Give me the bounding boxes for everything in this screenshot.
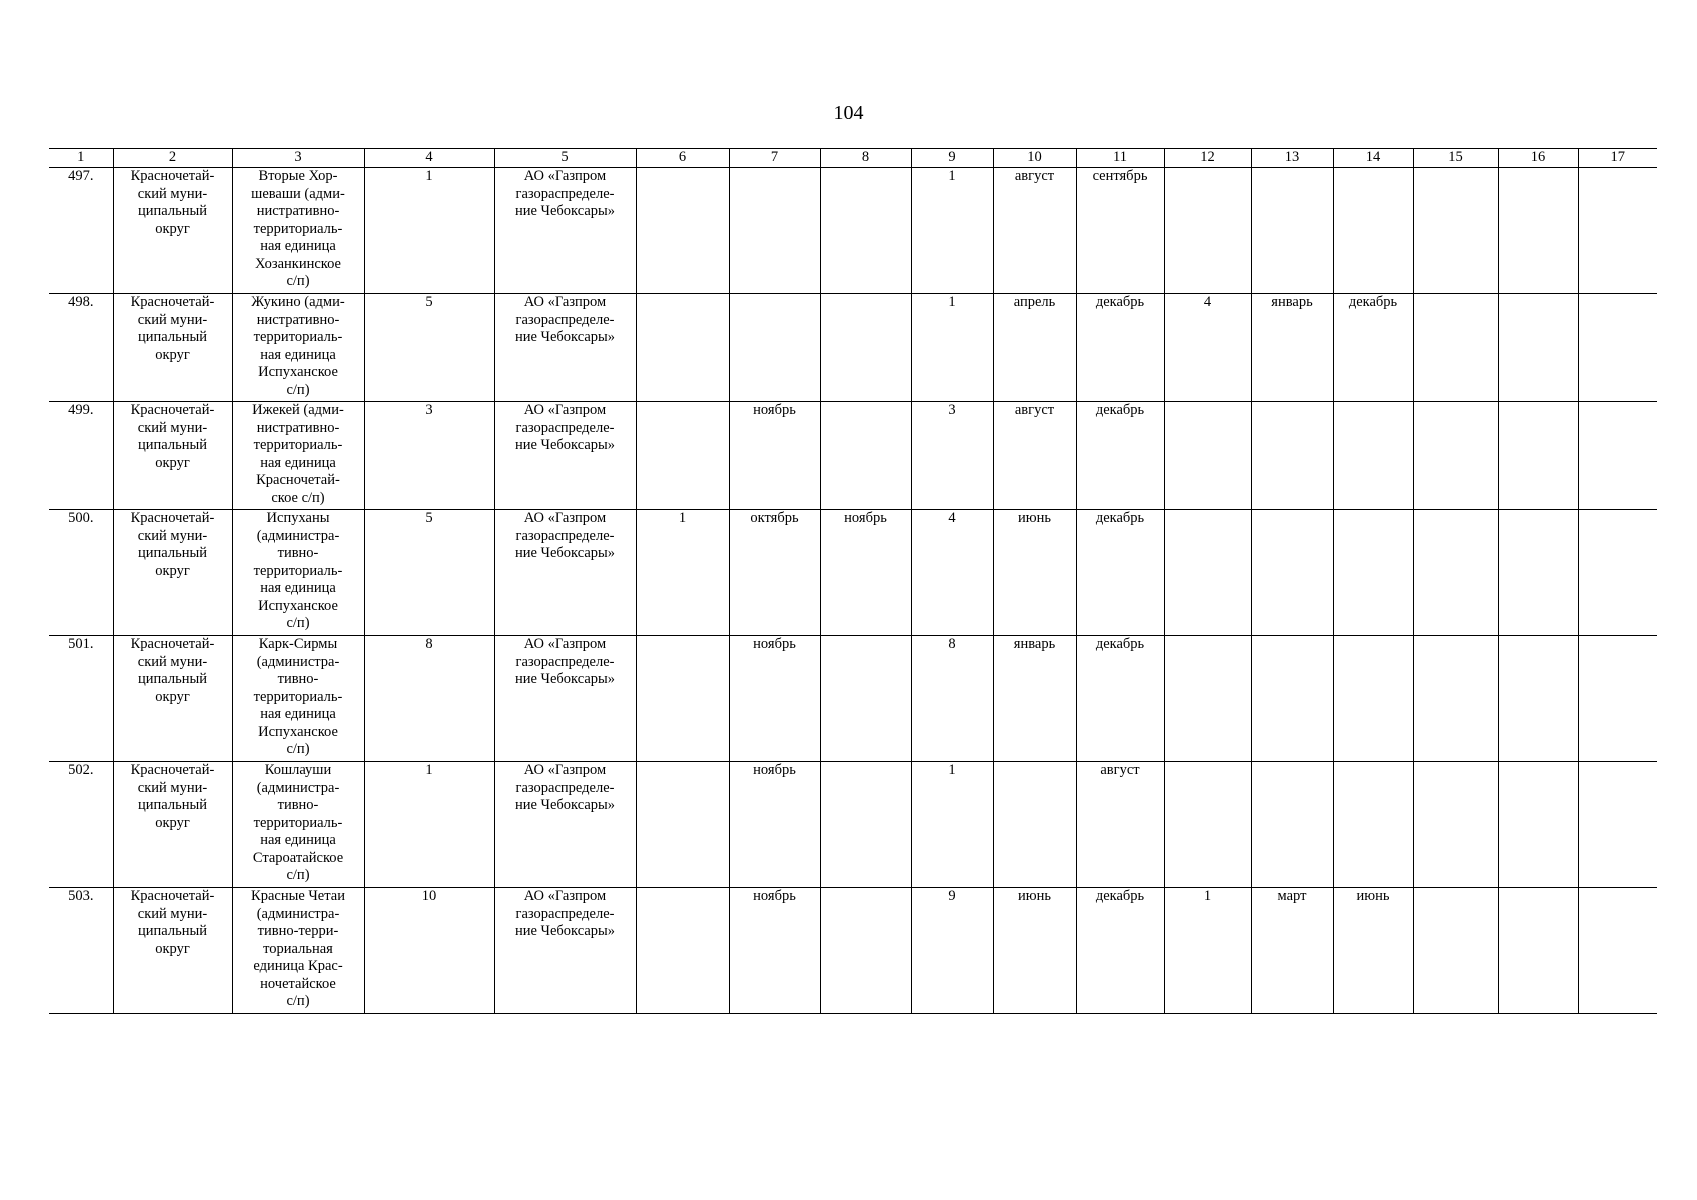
table-cell-col-4: 1: [364, 168, 494, 294]
column-header-14: 14: [1333, 149, 1413, 168]
table-cell-col-7: ноябрь: [729, 402, 820, 510]
table-cell-col-14: [1333, 168, 1413, 294]
table-cell-col-6: [636, 168, 729, 294]
table-cell-col-15: [1413, 762, 1498, 888]
table-cell-col-11: сентябрь: [1076, 168, 1164, 294]
table-cell-col-16: [1498, 762, 1578, 888]
table-cell-col-5: АО «Газпром газораспределе- ние Чебоксары»: [494, 636, 636, 762]
table-cell-col-5: АО «Газпром газораспределе- ние Чебоксары»: [494, 402, 636, 510]
table-cell-col-9: 9: [911, 888, 993, 1014]
table-cell-col-3: Красные Четаи (администра- тивно-терри- ториальная единица Крас- ночетайское с/п): [232, 888, 364, 1014]
table-cell-col-11: декабрь: [1076, 888, 1164, 1014]
column-header-5: 5: [494, 149, 636, 168]
table-cell-col-4: 5: [364, 510, 494, 636]
table-cell-col-17: [1578, 168, 1657, 294]
table-cell-col-3: Жукино (адми- нистративно- территориаль- ная единица Испуханское с/п): [232, 294, 364, 402]
table-row: [49, 168, 1657, 294]
table-cell-col-1: 502.: [49, 762, 113, 888]
table-cell-col-6: [636, 402, 729, 510]
table-cell-col-10: январь: [993, 636, 1076, 762]
table-cell-col-11: декабрь: [1076, 294, 1164, 402]
table-cell-col-12: [1164, 402, 1251, 510]
table-cell-col-12: [1164, 168, 1251, 294]
table-cell-col-6: [636, 294, 729, 402]
table-cell-col-5: АО «Газпром газораспределе- ние Чебоксары»: [494, 168, 636, 294]
table-cell-col-6: [636, 762, 729, 888]
table-cell-col-15: [1413, 636, 1498, 762]
column-header-16: 16: [1498, 149, 1578, 168]
column-header-11: 11: [1076, 149, 1164, 168]
table-cell-col-16: [1498, 510, 1578, 636]
table-cell-col-3: Кошлауши (администра- тивно- территориаль- ная единица Староатайское с/п): [232, 762, 364, 888]
table-cell-col-12: [1164, 762, 1251, 888]
column-header-7: 7: [729, 149, 820, 168]
table-cell-col-2: Красночетай- ский муни- ципальный округ: [113, 168, 232, 294]
table-row: [49, 510, 1657, 636]
table-cell-col-11: август: [1076, 762, 1164, 888]
table-cell-col-14: [1333, 510, 1413, 636]
table-cell-col-13: [1251, 762, 1333, 888]
table-row: [49, 762, 1657, 888]
table-cell-col-9: 1: [911, 168, 993, 294]
table-cell-col-6: [636, 636, 729, 762]
table-cell-col-3: Карк-Сирмы (администра- тивно- территориаль- ная единица Испуханское с/п): [232, 636, 364, 762]
table-row: [49, 636, 1657, 762]
column-header-1: 1: [49, 149, 113, 168]
column-header-2: 2: [113, 149, 232, 168]
table-cell-col-7: ноябрь: [729, 762, 820, 888]
column-header-6: 6: [636, 149, 729, 168]
table-cell-col-13: январь: [1251, 294, 1333, 402]
table-cell-col-10: июнь: [993, 888, 1076, 1014]
table-cell-col-7: ноябрь: [729, 636, 820, 762]
table-cell-col-15: [1413, 888, 1498, 1014]
table-cell-col-4: 10: [364, 888, 494, 1014]
table-cell-col-8: [820, 762, 911, 888]
table-cell-col-12: 1: [1164, 888, 1251, 1014]
table-cell-col-13: [1251, 402, 1333, 510]
column-header-17: 17: [1578, 149, 1657, 168]
table-cell-col-1: 497.: [49, 168, 113, 294]
table-cell-col-2: Красночетай- ский муни- ципальный округ: [113, 402, 232, 510]
table-cell-col-10: август: [993, 168, 1076, 294]
table-cell-col-8: [820, 294, 911, 402]
table-cell-col-8: [820, 168, 911, 294]
table-cell-col-10: август: [993, 402, 1076, 510]
table-cell-col-1: 500.: [49, 510, 113, 636]
column-header-4: 4: [364, 149, 494, 168]
table-cell-col-8: [820, 402, 911, 510]
table-cell-col-12: [1164, 510, 1251, 636]
table-cell-col-5: АО «Газпром газораспределе- ние Чебоксары»: [494, 762, 636, 888]
column-header-3: 3: [232, 149, 364, 168]
table-cell-col-10: апрель: [993, 294, 1076, 402]
table-cell-col-13: [1251, 168, 1333, 294]
table-cell-col-14: [1333, 762, 1413, 888]
table-cell-col-3: Вторые Хор- шеваши (адми- нистративно- территориаль- ная единица Хозанкинское с/п): [232, 168, 364, 294]
table-cell-col-2: Красночетай- ский муни- ципальный округ: [113, 636, 232, 762]
table-cell-col-5: АО «Газпром газораспределе- ние Чебоксары»: [494, 888, 636, 1014]
table-cell-col-6: 1: [636, 510, 729, 636]
table-cell-col-12: 4: [1164, 294, 1251, 402]
table-cell-col-7: [729, 168, 820, 294]
table-cell-col-4: 5: [364, 294, 494, 402]
table-cell-col-10: июнь: [993, 510, 1076, 636]
table-cell-col-2: Красночетай- ский муни- ципальный округ: [113, 762, 232, 888]
table-cell-col-3: Ижекей (адми- нистративно- территориаль- ная единица Красночетай- ское с/п): [232, 402, 364, 510]
column-header-12: 12: [1164, 149, 1251, 168]
table-cell-col-1: 503.: [49, 888, 113, 1014]
table-cell-col-11: декабрь: [1076, 636, 1164, 762]
table-cell-col-12: [1164, 636, 1251, 762]
table-cell-col-16: [1498, 168, 1578, 294]
table-cell-col-5: АО «Газпром газораспределе- ние Чебоксары»: [494, 294, 636, 402]
table-cell-col-16: [1498, 402, 1578, 510]
column-header-15: 15: [1413, 149, 1498, 168]
table-cell-col-1: 501.: [49, 636, 113, 762]
table-cell-col-9: 3: [911, 402, 993, 510]
table-cell-col-10: [993, 762, 1076, 888]
table-cell-col-9: 8: [911, 636, 993, 762]
table-cell-col-8: [820, 636, 911, 762]
table-header: [49, 149, 1657, 168]
table-cell-col-2: Красночетай- ский муни- ципальный округ: [113, 294, 232, 402]
column-header-9: 9: [911, 149, 993, 168]
table-cell-col-11: декабрь: [1076, 402, 1164, 510]
table-cell-col-4: 1: [364, 762, 494, 888]
table-cell-col-15: [1413, 168, 1498, 294]
table-cell-col-17: [1578, 294, 1657, 402]
table-cell-col-17: [1578, 888, 1657, 1014]
table-cell-col-1: 499.: [49, 402, 113, 510]
table-cell-col-7: октябрь: [729, 510, 820, 636]
table-row: [49, 888, 1657, 1014]
table-cell-col-9: 4: [911, 510, 993, 636]
table-cell-col-4: 3: [364, 402, 494, 510]
column-header-8: 8: [820, 149, 911, 168]
column-header-13: 13: [1251, 149, 1333, 168]
table-cell-col-14: декабрь: [1333, 294, 1413, 402]
table-cell-col-16: [1498, 888, 1578, 1014]
table-cell-col-7: [729, 294, 820, 402]
table-cell-col-4: 8: [364, 636, 494, 762]
table-cell-col-17: [1578, 762, 1657, 888]
table-cell-col-11: декабрь: [1076, 510, 1164, 636]
table-row: [49, 402, 1657, 510]
table-cell-col-16: [1498, 294, 1578, 402]
table-cell-col-13: [1251, 636, 1333, 762]
table-cell-col-5: АО «Газпром газораспределе- ние Чебоксары»: [494, 510, 636, 636]
table-cell-col-14: июнь: [1333, 888, 1413, 1014]
table-cell-col-8: [820, 888, 911, 1014]
page-number: 104: [833, 102, 864, 124]
column-header-10: 10: [993, 149, 1076, 168]
table-cell-col-2: Красночетай- ский муни- ципальный округ: [113, 510, 232, 636]
table-cell-col-15: [1413, 402, 1498, 510]
table-cell-col-9: 1: [911, 294, 993, 402]
table-cell-col-1: 498.: [49, 294, 113, 402]
table-cell-col-2: Красночетай- ский муни- ципальный округ: [113, 888, 232, 1014]
table-cell-col-15: [1413, 510, 1498, 636]
table-cell-col-14: [1333, 636, 1413, 762]
table-cell-col-17: [1578, 402, 1657, 510]
data-table: [49, 148, 1657, 1014]
table-cell-col-13: март: [1251, 888, 1333, 1014]
table-cell-col-17: [1578, 510, 1657, 636]
header-row: [49, 149, 1657, 168]
table-cell-col-7: ноябрь: [729, 888, 820, 1014]
table-cell-col-17: [1578, 636, 1657, 762]
table-cell-col-16: [1498, 636, 1578, 762]
table-cell-col-9: 1: [911, 762, 993, 888]
table-body: [49, 168, 1657, 1014]
table-cell-col-13: [1251, 510, 1333, 636]
table-cell-col-8: ноябрь: [820, 510, 911, 636]
table-cell-col-14: [1333, 402, 1413, 510]
table-cell-col-15: [1413, 294, 1498, 402]
table-cell-col-6: [636, 888, 729, 1014]
table-row: [49, 294, 1657, 402]
table-cell-col-3: Испуханы (администра- тивно- территориаль- ная единица Испуханское с/п): [232, 510, 364, 636]
